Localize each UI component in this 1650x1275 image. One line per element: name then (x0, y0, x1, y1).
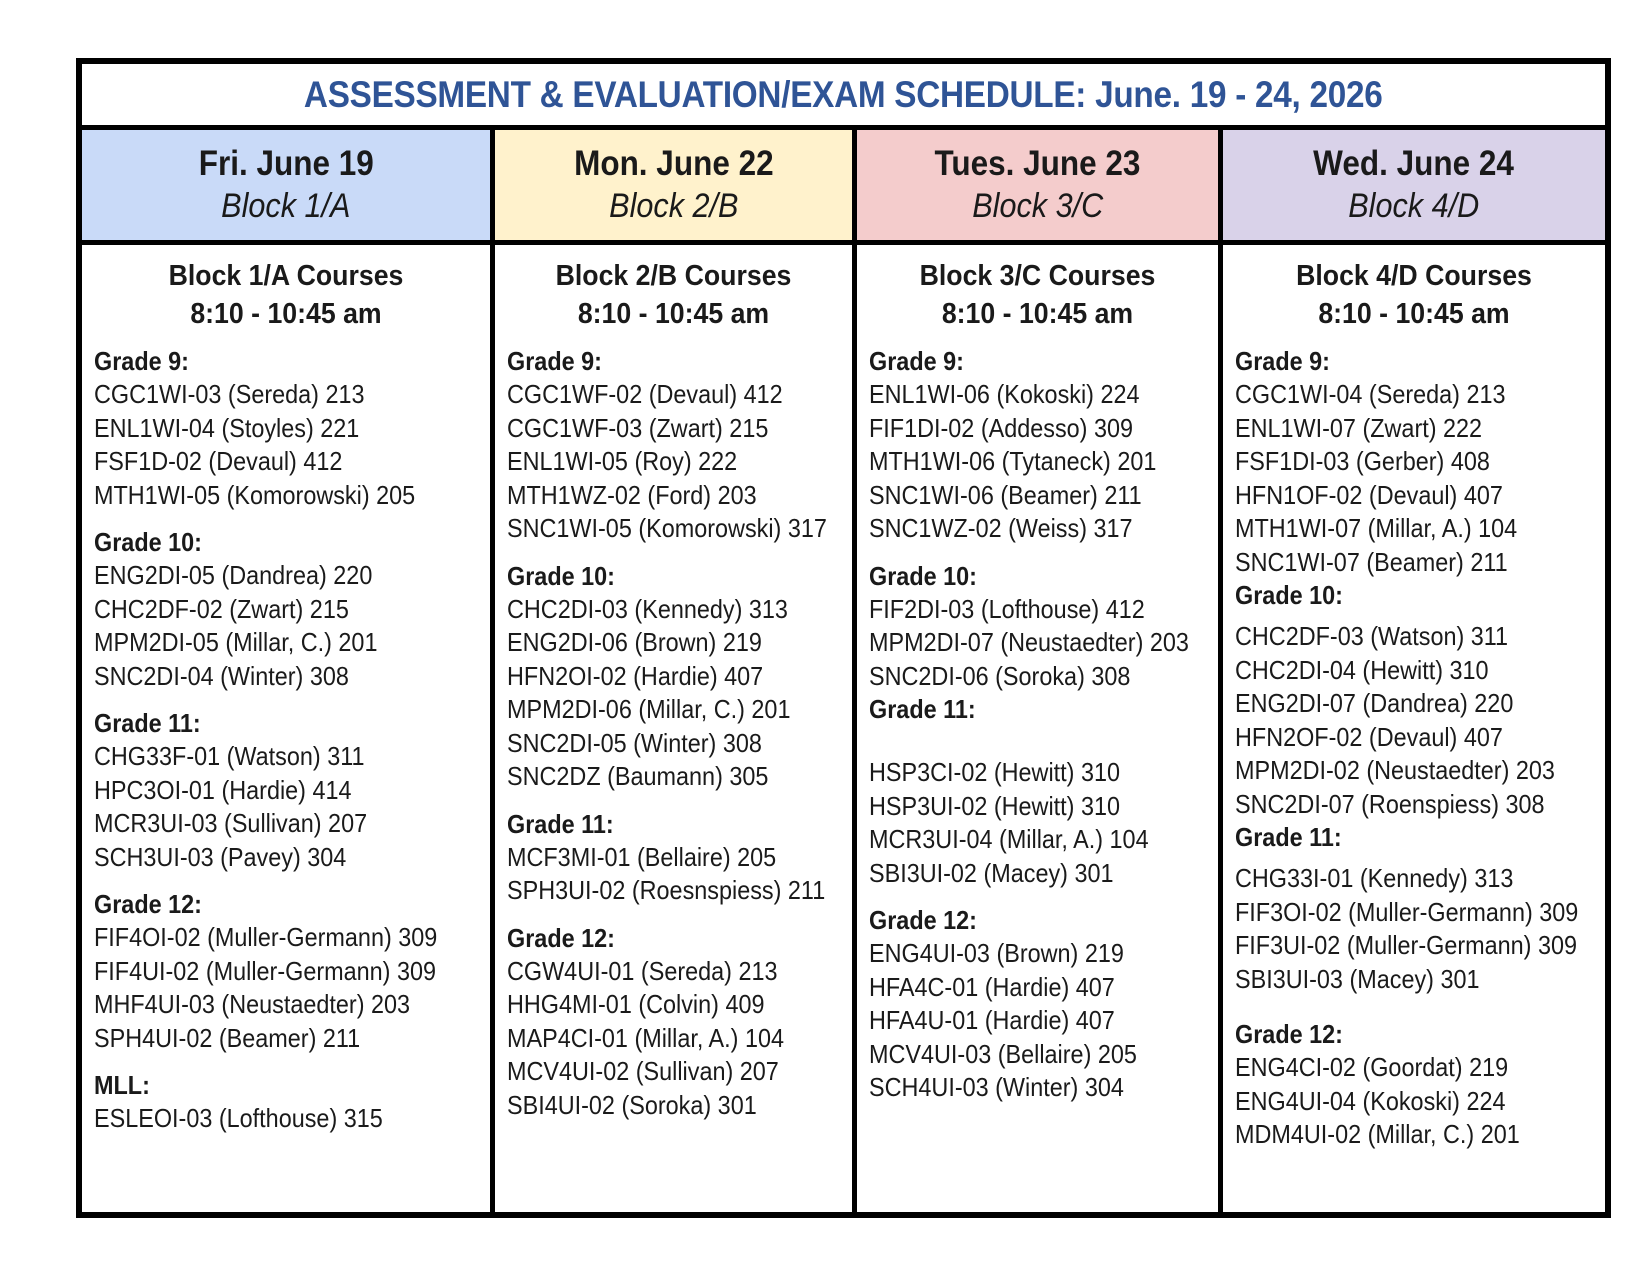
course-entry: ENG2DI-06 (Brown) 219 (507, 627, 762, 657)
course-entry: ENL1WI-05 (Roy) 222 (507, 446, 738, 476)
grade-group (507, 345, 852, 546)
day-block: Block 2/B (608, 187, 739, 225)
course-entry: HPC3OI-01 (Hardie) 414 (94, 774, 352, 805)
day-date: Tues. June 23 (934, 144, 1141, 183)
course-entry: CGC1WF-02 (Devaul) 412 (507, 379, 783, 409)
grade-group (94, 345, 490, 512)
course-entry: SBI3UI-02 (Macey) 301 (869, 857, 1114, 888)
course-entry: SNC1WZ-02 (Weiss) 317 (869, 513, 1133, 543)
course-entry: SPH3UI-02 (Roesnspiess) 211 (507, 875, 826, 905)
grade-label: Grade 9: (507, 346, 602, 376)
course-entry: CGW4UI-01 (Sereda) 213 (507, 955, 778, 986)
grade-group (869, 693, 1218, 890)
grade-group (507, 560, 852, 794)
column-heading-time: 8:10 - 10:45 am (941, 298, 1134, 330)
day-header-tuesday (852, 130, 1218, 240)
course-entry: CGC1WI-04 (Sereda) 213 (1235, 379, 1506, 409)
grade-group (94, 1069, 490, 1136)
title-row (82, 64, 1605, 130)
course-entry: FIF4OI-02 (Muller-Germann) 309 (94, 922, 438, 952)
grade-group (869, 345, 1218, 546)
course-entry: CHC2DI-04 (Hewitt) 310 (1235, 654, 1489, 685)
course-entry: FIF1DI-02 (Addesso) 309 (869, 412, 1134, 443)
grade-group (94, 888, 490, 1055)
grade-group (94, 526, 490, 693)
course-entry: FSF1DI-03 (Gerber) 408 (1235, 446, 1490, 476)
day-date: Fri. June 19 (198, 144, 374, 183)
course-entry: SNC1WI-07 (Beamer) 211 (1235, 546, 1508, 577)
course-entry: MCV4UI-03 (Bellaire) 205 (869, 1038, 1137, 1069)
day-header-wednesday (1218, 130, 1605, 240)
courses-column-block-3c (852, 245, 1218, 1212)
day-date: Mon. June 22 (573, 144, 774, 183)
grade-group (869, 904, 1218, 1105)
column-heading-time: 8:10 - 10:45 am (577, 298, 770, 330)
course-entry: SPH4UI-02 (Beamer) 211 (94, 1022, 361, 1053)
course-entry: CHG33F-01 (Watson) 311 (94, 741, 365, 771)
course-entry: HHG4MI-01 (Colvin) 409 (507, 989, 765, 1019)
course-entry: SBI4UI-02 (Soroka) 301 (507, 1089, 757, 1120)
course-entry: CGC1WF-03 (Zwart) 215 (507, 412, 769, 443)
course-entry: SNC2DI-05 (Winter) 308 (507, 727, 762, 758)
course-entry: MDM4UI-02 (Millar, C.) 201 (1235, 1119, 1520, 1149)
course-entry: SNC2DZ (Baumann) 305 (507, 761, 769, 791)
grade-groups (94, 345, 490, 1136)
grade-label: Grade 10: (507, 560, 615, 591)
course-entry: CHC2DF-03 (Watson) 311 (1235, 621, 1509, 651)
course-entry: HSP3UI-02 (Hewitt) 310 (869, 790, 1121, 821)
course-entry: MCF3MI-01 (Bellaire) 205 (507, 841, 777, 872)
grade-group (1235, 821, 1605, 996)
grade-groups (507, 345, 852, 1122)
grade-label: Grade 9: (1235, 346, 1330, 376)
course-entry: MTH1WZ-02 (Ford) 203 (507, 479, 757, 510)
schedule-title: ASSESSMENT & EVALUATION/EXAM SCHEDULE: June. 19 - 24, 2026 (304, 73, 1383, 115)
courses-column-block-4d (1218, 245, 1605, 1212)
grade-groups (869, 345, 1218, 1105)
course-entry: MCR3UI-03 (Sullivan) 207 (94, 808, 368, 838)
day-header-row (82, 130, 1605, 245)
grade-label: Grade 12: (507, 922, 615, 953)
course-entry: SNC1WI-05 (Komorowski) 317 (507, 513, 827, 543)
course-entry: SNC2DI-06 (Soroka) 308 (869, 660, 1131, 691)
course-entry: SCH3UI-03 (Pavey) 304 (94, 841, 347, 872)
course-entry: MAP4CI-01 (Millar, A.) 104 (507, 1022, 785, 1053)
column-heading (1235, 257, 1605, 333)
day-block: Block 1/A (221, 187, 351, 225)
grade-group (869, 560, 1218, 694)
course-entry: MTH1WI-07 (Millar, A.) 104 (1235, 513, 1518, 543)
grade-label: MLL: (94, 1070, 150, 1100)
course-entry: CGC1WI-03 (Sereda) 213 (94, 379, 365, 409)
course-entry: MTH1WI-05 (Komorowski) 205 (94, 479, 416, 510)
grade-label: Grade 11: (94, 708, 201, 738)
course-entry: MTH1WI-06 (Tytaneck) 201 (869, 446, 1157, 476)
course-entry: HSP3CI-02 (Hewitt) 310 (869, 757, 1121, 787)
course-entry: SCH4UI-03 (Winter) 304 (869, 1072, 1124, 1102)
course-entry: CHC2DF-02 (Zwart) 215 (94, 593, 349, 624)
course-entry: FIF3OI-02 (Muller-Germann) 309 (1235, 896, 1579, 927)
course-entry: MPM2DI-06 (Millar, C.) 201 (507, 694, 791, 724)
grade-group (1235, 579, 1605, 821)
course-entry: MCR3UI-04 (Millar, A.) 104 (869, 824, 1149, 854)
day-header-monday (490, 130, 852, 240)
course-entry: ENG4CI-02 (Goordat) 219 (1235, 1052, 1509, 1082)
course-entry: HFN2OI-02 (Hardie) 407 (507, 660, 764, 691)
courses-row (82, 245, 1605, 1212)
course-entry: MPM2DI-07 (Neustaedter) 203 (869, 627, 1189, 657)
grade-label: Grade 10: (869, 560, 977, 591)
course-entry: ENG2DI-05 (Dandrea) 220 (94, 560, 373, 590)
column-heading-title: Block 1/A Courses (168, 260, 404, 292)
grade-label: Grade 12: (94, 889, 202, 919)
course-entry: HFA4C-01 (Hardie) 407 (869, 971, 1115, 1002)
course-entry: CHG33I-01 (Kennedy) 313 (1235, 863, 1514, 893)
course-entry: MHF4UI-03 (Neustaedter) 203 (94, 989, 411, 1019)
course-entry: ENL1WI-07 (Zwart) 222 (1235, 412, 1483, 443)
grade-label: Grade 11: (507, 808, 614, 839)
grade-label: Grade 12: (1235, 1019, 1343, 1049)
grade-group (1235, 1018, 1605, 1152)
course-entry: FIF2DI-03 (Lofthouse) 412 (869, 593, 1145, 624)
course-entry: HFA4U-01 (Hardie) 407 (869, 1005, 1115, 1035)
course-entry: ENG4UI-03 (Brown) 219 (869, 938, 1124, 968)
grade-label: Grade 11: (1235, 822, 1342, 852)
course-entry: MPM2DI-05 (Millar, C.) 201 (94, 627, 378, 657)
course-entry: ENL1WI-04 (Stoyles) 221 (94, 412, 360, 443)
course-entry: SBI3UI-03 (Macey) 301 (1235, 963, 1480, 994)
courses-column-block-1a (82, 245, 490, 1212)
grade-label: Grade 9: (869, 346, 964, 376)
day-block: Block 3/C (972, 187, 1103, 225)
column-heading (869, 257, 1218, 333)
courses-column-block-2b (490, 245, 852, 1212)
exam-schedule-table (76, 58, 1611, 1218)
column-heading-time: 8:10 - 10:45 am (190, 298, 382, 330)
column-heading-title: Block 4/D Courses (1296, 260, 1532, 292)
day-block: Block 4/D (1348, 187, 1480, 225)
course-entry: ESLEOI-03 (Lofthouse) 315 (94, 1103, 383, 1133)
grade-group (507, 922, 852, 1123)
day-date: Wed. June 24 (1313, 144, 1515, 183)
grade-label: Grade 11: (869, 694, 976, 724)
course-entry: FSF1D-02 (Devaul) 412 (94, 446, 343, 476)
course-entry: MCV4UI-02 (Sullivan) 207 (507, 1056, 779, 1086)
grade-label: Grade 10: (94, 527, 202, 557)
grade-group (507, 808, 852, 908)
course-entry: SNC2DI-04 (Winter) 308 (94, 660, 349, 691)
column-heading (507, 257, 852, 333)
grade-group (1235, 345, 1605, 579)
grade-label: Grade 12: (869, 905, 977, 935)
column-heading-title: Block 2/B Courses (555, 260, 792, 292)
course-entry: HFN2OF-02 (Devaul) 407 (1235, 721, 1503, 752)
column-heading (94, 257, 490, 333)
course-entry: SNC1WI-06 (Beamer) 211 (869, 479, 1142, 510)
day-header-friday (82, 130, 490, 240)
grade-label: Grade 10: (1235, 580, 1343, 610)
column-heading-title: Block 3/C Courses (919, 260, 1156, 292)
course-entry: MPM2DI-02 (Neustaedter) 203 (1235, 755, 1555, 785)
course-entry: ENG2DI-07 (Dandrea) 220 (1235, 688, 1514, 718)
course-entry: ENL1WI-06 (Kokoski) 224 (869, 379, 1140, 409)
column-heading-time: 8:10 - 10:45 am (1318, 298, 1510, 330)
course-entry: HFN1OF-02 (Devaul) 407 (1235, 479, 1503, 510)
grade-label: Grade 9: (94, 346, 189, 376)
course-entry: FIF3UI-02 (Muller-Germann) 309 (1235, 930, 1577, 960)
course-entry: ENG4UI-04 (Kokoski) 224 (1235, 1085, 1506, 1116)
grade-group (94, 707, 490, 874)
course-entry: FIF4UI-02 (Muller-Germann) 309 (94, 955, 436, 986)
grade-groups (1235, 345, 1605, 1152)
course-entry: CHC2DI-03 (Kennedy) 313 (507, 593, 788, 624)
course-entry: SNC2DI-07 (Roenspiess) 308 (1235, 788, 1545, 819)
